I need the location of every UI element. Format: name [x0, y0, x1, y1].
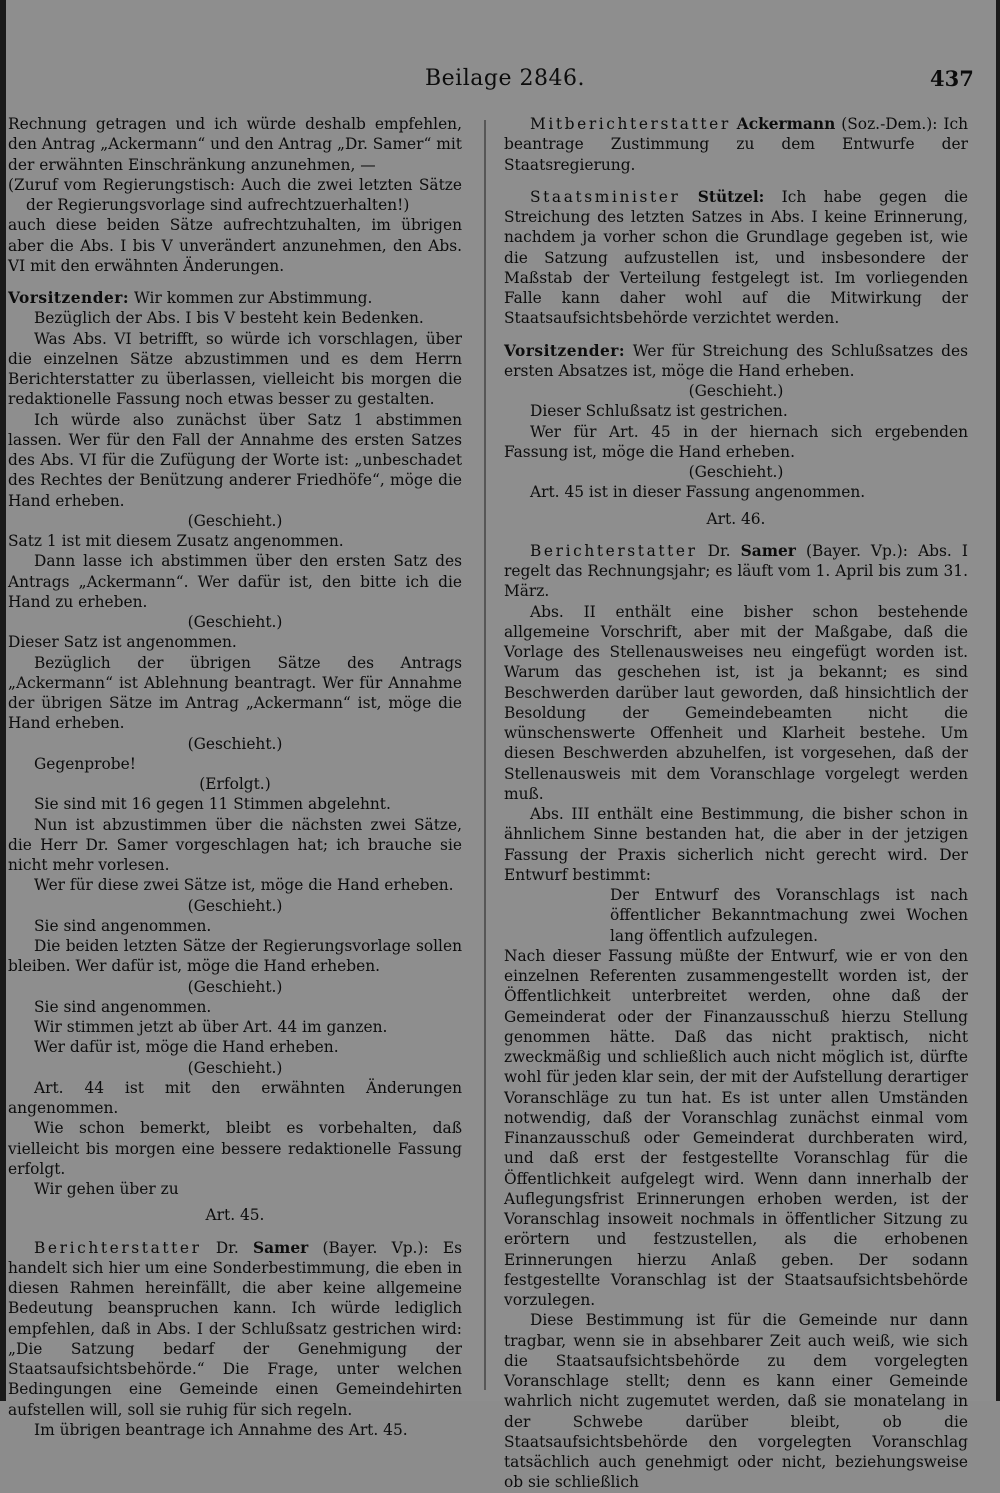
paragraph: Wer für Art. 45 in der hiernach sich ergebenden Fassung ist, möge die Hand erheben. — [504, 422, 968, 461]
paragraph: Satz 1 ist mit diesem Zusatz angenommen. — [8, 532, 344, 550]
speaker-name: Samer — [252, 1238, 309, 1257]
speaker-name: Vorsitzender: — [8, 289, 130, 307]
speech-text: Wir kommen zur Abstimmung. — [129, 289, 373, 307]
speaker-role: Staatsminister — [530, 187, 681, 206]
speaker-title: Dr. — [201, 1238, 253, 1257]
paragraph: Nach dieser Fassung müßte der Entwurf, wie er von den einzelnen Referenten zusammengestellt worden ist, der Öffentlichkeit unterbreitet werden, ohne daß der Gemeinderat oder der Finanzausschuß hierzu Stellung genommen hätte. Daß das nicht praktisch, nicht zweckmäßig und schließlich auch nicht möglich ist, dürfte wohl für jeden klar sein, der mit der Aufstellung derartiger Voranschläge zu tun hat. Es ist unter allen Umständen notwendig, daß der Voranschlag zunächst einmal vom Finanzausschuß oder Gemeinderat durchberaten wird, und daß erst der festgestellte Voranschlag für die Öffentlichkeit aufgelegt wird. Wenn dann innerhalb der Auflegungsfrist Erinnerungen erhoben werden, ist der Voranschlag insoweit nochmals in öffentlicher Sitzung zu erörtern und festzustellen, als die erhobenen Erinnerungen hierzu Anlaß geben. Der sodann festgestellte Voranschlag ist der Staatsaufsichtsbehörde vorzulegen. — [504, 946, 968, 1309]
paragraph: Im übrigen beantrage ich Annahme des Art. 45. — [34, 1420, 408, 1439]
paragraph: Dieser Schlußsatz ist gestrichen. — [530, 402, 788, 421]
paragraph: Sie sind mit 16 gegen 11 Stimmen abgelehnt. — [34, 795, 391, 814]
paragraph: Wer dafür ist, möge die Hand erheben. — [34, 1038, 339, 1057]
paragraph: Wer für diese zwei Sätze ist, möge die Hand erheben. — [34, 876, 454, 895]
paragraph: Wir gehen über zu — [34, 1180, 179, 1198]
stage-direction: (Geschieht.) — [187, 896, 283, 915]
speaker-role: Berichterstatter — [34, 1238, 202, 1257]
speaker-paragraph — [504, 341, 968, 382]
paragraph-gap — [504, 175, 968, 187]
paragraph: Rechnung getragen und ich würde deshalb empfehlen, den Antrag „Ackermann“ und den Antrag „Dr. Samer“ mit der erwähnten Einschränkung anzunehmen, — — [8, 115, 462, 174]
speech-text: (Bayer. Vp.): Abs. I regelt das Rechnungsjahr; es läuft vom 1. April bis zum 31. März. — [504, 541, 968, 601]
stage-direction: (Erfolgt.) — [199, 775, 271, 793]
page-number: 437 — [930, 66, 974, 91]
interjection: (Zuruf vom Regierungstisch: Auch die zwei letzten Sätze der Regierungsvorlage sind aufrechtzuerhalten!) — [8, 175, 462, 214]
paragraph: Bezüglich der Abs. I bis V besteht kein Bedenken. — [34, 309, 424, 328]
stage-direction: (Geschieht.) — [187, 1058, 283, 1077]
page-header — [0, 62, 1000, 96]
speech-text: Wer für Streichung des Schlußsatzes des ersten Absatzes ist, möge die Hand erheben. — [504, 341, 968, 380]
speaker-role: Mitberichterstatter — [530, 115, 731, 133]
speaker-name: Samer — [740, 541, 796, 560]
speech-text: Ich habe gegen die Streichung des letzten Satzes in Abs. I keine Erinnerung, nachdem ja vorher schon die Grundlage gegeben ist, wie die Satzung aufzustellen ist, und insbesondere der Maßstab der Verteilung festgelegt ist. Im vorliegenden Falle kann daher wohl auf die Mitwirkung der Staatsaufsichtsbehörde verzichtet werden. — [504, 187, 968, 328]
paragraph: Wie schon bemerkt, bleibt es vorbehalten, daß vielleicht bis morgen eine bessere redaktionelle Fassung erfolgt. — [8, 1119, 462, 1178]
paragraph-gap — [504, 329, 968, 341]
speaker-title — [680, 188, 697, 206]
stage-direction: (Geschieht.) — [688, 463, 784, 481]
speaker-paragraph — [8, 288, 462, 308]
quoted-text: Der Entwurf des Voranschlags ist nach öffentlicher Bekanntmachung zwei Wochen lang öffentlich aufzulegen. — [610, 886, 968, 945]
paragraph: Wir stimmen jetzt ab über Art. 44 im ganzen. — [34, 1018, 388, 1036]
speaker-name: Ackermann — [736, 115, 836, 133]
speech-text: (Bayer. Vp.): Es handelt sich hier um eine Sonderbestimmung, die eben in diesen Rahmen hereinfällt, die aber keine allgemeine Bedeutung beanspruchen kann. Ich würde lediglich empfehlen, daß in Abs. I der Schlußsatz gestrichen wird: „Die Satzung bedarf der Genehmigung der Staatsaufsichtsbehörde.“ Die Frage, unter welchen Bedingungen eine Gemeinde einen Gemeindehirten aufstellen will, soll sie ruhig für sich regeln. — [8, 1238, 462, 1419]
speaker-paragraph — [504, 114, 968, 175]
paragraph: Abs. III enthält eine Bestimmung, die bisher schon in ähnlichem Sinne bestanden hat, die aber in der jetzigen Fassung der Praxis sicherlich nicht gerecht wird. Der Entwurf bestimmt: — [504, 805, 968, 884]
paragraph: Dieser Satz ist angenommen. — [8, 633, 237, 652]
paragraph: Ich würde also zunächst über Satz 1 abstimmen lassen. Wer für den Fall der Annahme des ersten Satzes des Abs. VI für die Zufügung der Worte ist: „unbeschadet des Rechtes der Benützung anderer Friedhöfe“, möge die Hand erheben. — [8, 410, 462, 510]
right-column — [504, 114, 968, 1493]
paragraph: Sie sind angenommen. — [34, 997, 212, 1016]
speaker-name: Vorsitzender: — [504, 341, 626, 360]
article-heading: Art. 46. — [706, 509, 766, 528]
speaker-title: Dr. — [697, 541, 741, 560]
paragraph: Diese Bestimmung ist für die Gemeinde nur dann tragbar, wenn sie in absehbarer Zeit auch weiß, wie sich die Staatsaufsichtsbehörde zu dem vorgelegten Voranschlage stellt; denn es kann einer Gemeinde wahrlich nicht zugemutet werden, daß sie monatelang in der Schwebe darüber bleibt, ob die Staatsaufsichtsbehörde den vorgelegten Voranschlag tatsächlich auch genehmigt oder nicht, beziehungsweise ob sie schließlich — [504, 1311, 968, 1492]
paragraph: Art. 45 ist in dieser Fassung angenommen. — [530, 483, 866, 502]
stage-direction: (Geschieht.) — [187, 734, 283, 753]
paragraph: Sie sind angenommen. — [34, 916, 212, 935]
speech-text: (Soz.-Dem.): Ich beantrage Zustimmung zu dem Entwurfe der Staatsregierung. — [504, 115, 968, 174]
stage-direction: (Geschieht.) — [187, 511, 283, 530]
speaker-paragraph — [8, 1238, 462, 1420]
stage-direction: (Geschieht.) — [688, 382, 784, 400]
page-title: Beilage 2846. — [425, 66, 585, 91]
paragraph: Nun ist abzustimmen über die nächsten zwei Sätze, die Herr Dr. Samer vorgeschlagen hat; ich brauche sie nicht mehr vorlesen. — [8, 815, 462, 874]
stage-direction: (Geschieht.) — [187, 613, 283, 631]
paragraph: Die beiden letzten Sätze der Regierungsvorlage sollen bleiben. Wer dafür ist, möge die Hand erheben. — [8, 937, 462, 976]
page-edge-left — [0, 0, 6, 1401]
paragraph-gap — [8, 276, 462, 288]
paragraph: Art. 44 ist mit den erwähnten Änderungen angenommen. — [8, 1078, 462, 1117]
page-edge-right — [996, 0, 1000, 1401]
stage-direction: (Geschieht.) — [187, 977, 283, 996]
paragraph: Dann lasse ich abstimmen über den ersten Satz des Antrags „Ackermann“. Wer dafür ist, den bitte ich die Hand zu erheben. — [8, 552, 462, 611]
column-divider — [484, 120, 486, 1390]
speaker-name: Stützel: — [697, 187, 765, 206]
paragraph: auch diese beiden Sätze aufrechtzuhalten, im übrigen aber die Abs. I bis V unverändert anzunehmen, den Abs. VI mit den erwähnten Änderungen. — [8, 216, 462, 275]
article-heading: Art. 45. — [205, 1206, 265, 1225]
speaker-paragraph — [504, 541, 968, 602]
speaker-paragraph — [504, 187, 968, 329]
paragraph: Bezüglich der übrigen Sätze des Antrags „Ackermann“ ist Ablehnung beantragt. Wer für Annahme der übrigen Sätze im Antrag „Ackermann“ ist, möge die Hand erheben. — [8, 653, 462, 733]
speaker-role: Berichterstatter — [530, 541, 698, 560]
paragraph: Gegenprobe! — [34, 754, 136, 773]
paragraph: Abs. II enthält eine bisher schon bestehende allgemeine Vorschrift, aber mit der Maßgabe, daß die Vorlage des Stellenausweises neu eingefügt worden ist. Warum das geschehen ist, ist ja bekannt; es sind Beschwerden darüber laut geworden, daß hinsichtlich der Besoldung der Gemeindebeamten nicht die wünschenswerte Offenheit und Klarheit bestehe. Um diesen Beschwerden abzuhelfen, ist vorgesehen, daß der Stellenausweis mit dem Voranschlage vorgelegt werden muß. — [504, 602, 968, 803]
paragraph: Was Abs. VI betrifft, so würde ich vorschlagen, über die einzelnen Sätze abzustimmen und es dem Herrn Berichterstatter zu überlassen, vielleicht bis morgen die redaktionelle Fassung noch etwas besser zu gestalten. — [8, 329, 462, 409]
left-column — [8, 114, 462, 1440]
